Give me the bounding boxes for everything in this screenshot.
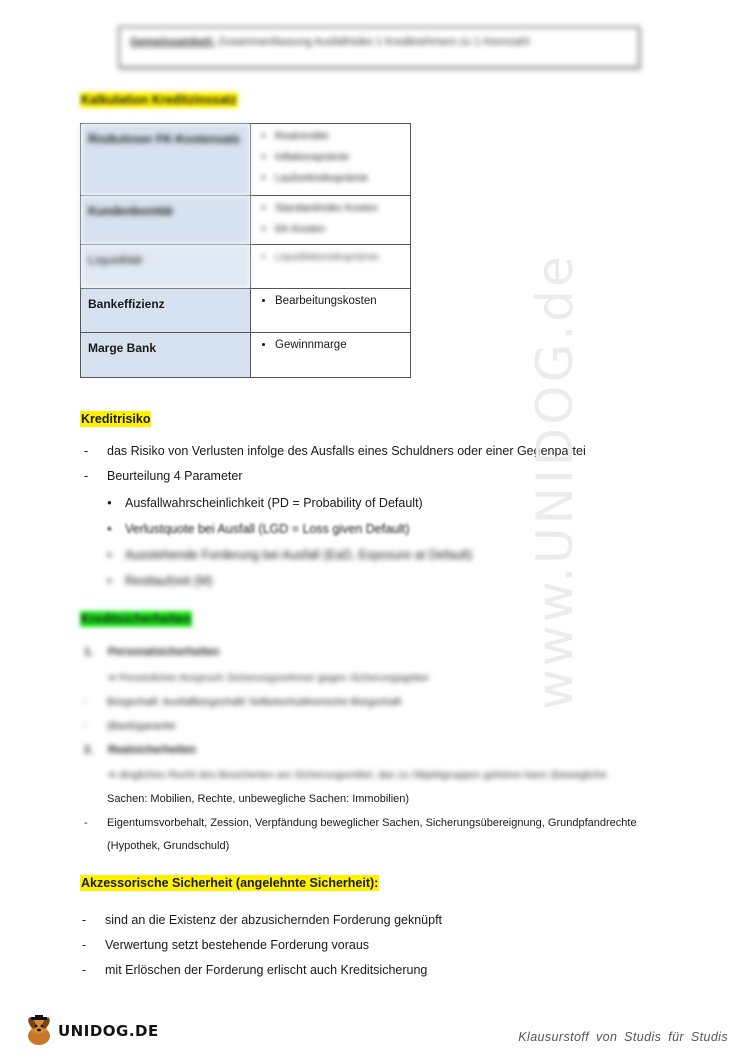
section-title-kreditsicherheiten: Kreditsicherheiten [81, 612, 191, 626]
sub-line: ➔ Persönlicher Anspruch Sicherungsnehmer gegen Sicherungsgeber [107, 672, 430, 684]
list-item: - Beurteilung 4 Parameter [80, 464, 586, 489]
row-label: Kundenbonität [81, 196, 251, 245]
continued-text: Sachen: Mobilien, Rechte, unbewegliche Sachen: Immobilien) [107, 793, 410, 805]
list-item: • Standardrisiko Kosten [275, 202, 404, 214]
list-item: ● Restlaufzeit (M) [107, 568, 472, 594]
numbered-item [84, 646, 219, 658]
summary-box [118, 26, 640, 68]
parameter-list [107, 490, 472, 594]
akzessorisch-list [78, 908, 442, 983]
item-label: Realsicherheiten [108, 744, 197, 756]
list-item: ● Ausstehende Forderung bei Ausfall (EaD, Exposure at Default) [107, 542, 472, 568]
row-label: Risikoloser FK-Kostensatz [81, 124, 251, 196]
unidog-logo[interactable] [22, 1014, 159, 1048]
table-row [81, 289, 411, 333]
list-item: - mit Erlöschen der Forderung erlischt auch Kreditsicherung [78, 958, 442, 983]
section-title-akzessorisch: Akzessorische Sicherheit (angelehnte Sicherheit): [81, 876, 379, 890]
continued-text: (Hypothek, Grundschuld) [107, 840, 230, 852]
table-row [81, 245, 411, 289]
row-label: Marge Bank [81, 333, 251, 378]
list-item: • Bearbeitungskosten [275, 295, 404, 307]
numbered-item [84, 744, 196, 756]
row-label: Liquidität [81, 245, 251, 289]
summary-text: Zusammenfassung Ausfallrisiko 1 Kreditnehmers zu 1 Kennzahl [218, 36, 530, 48]
list-item: - Eigentumsvorbehalt, Zession, Verpfändung beweglicher Sachen, Sicherungsübereignung, Grundpfandrechte [84, 817, 637, 829]
list-item: ● Verlustquote bei Ausfall (LGD = Loss given Default) [107, 516, 472, 542]
table-row [81, 333, 411, 378]
table-row [81, 196, 411, 245]
sub-line: ➔ dingliches Recht des Besicherten am Sicherungsmittel, das zu Objektgruppen gehören kann (bewegliche [107, 769, 607, 781]
dog-icon [22, 1014, 56, 1048]
summary-label: Gemeinsamkeit: [130, 36, 215, 48]
list-item: - das Risiko von Verlusten infolge des Ausfalls eines Schuldners oder einer Gegenpartei [80, 439, 586, 464]
section-title-kalkulation: Kalkulation Kreditzinssatz [81, 93, 237, 107]
list-item: • Liquiditätsrisikoprämie [275, 251, 404, 263]
list-item: ● Ausfallwahrscheinlichkeit (PD = Probability of Default) [107, 490, 472, 516]
list-item: - (Bank)garantie [84, 720, 176, 732]
section-title-kreditrisiko: Kreditrisiko [81, 412, 151, 426]
footer-slogan: Klausurstoff von Studis für Studis [518, 1030, 728, 1044]
list-item: • Realrendite [275, 130, 404, 142]
item-number: 1. [84, 646, 94, 658]
logo-text: UNIDOG.DE [58, 1022, 159, 1040]
list-item: - sind an die Existenz der abzusichernden Forderung geknüpft [78, 908, 442, 933]
list-item: - Verwertung setzt bestehende Forderung voraus [78, 933, 442, 958]
kreditrisiko-list [80, 439, 586, 489]
watermark: www.UNIDOG.de [526, 253, 584, 710]
list-item: • EK-Kosten [275, 223, 404, 235]
list-item: • Laufzeitrisikoprämie [275, 172, 404, 184]
list-item: • Inflationsprämie [275, 151, 404, 163]
list-item: - Bürgschaft: Ausfallbürgschaft/ Selbstschuldnerische Bürgschaft [84, 696, 402, 708]
item-label: Personalsicherheiten [108, 646, 220, 658]
kalkulation-table [80, 123, 411, 378]
row-label: Bankeffizienz [81, 289, 251, 333]
item-number: 2. [84, 744, 94, 756]
list-item: • Gewinnmarge [275, 339, 404, 351]
table-row [81, 124, 411, 196]
